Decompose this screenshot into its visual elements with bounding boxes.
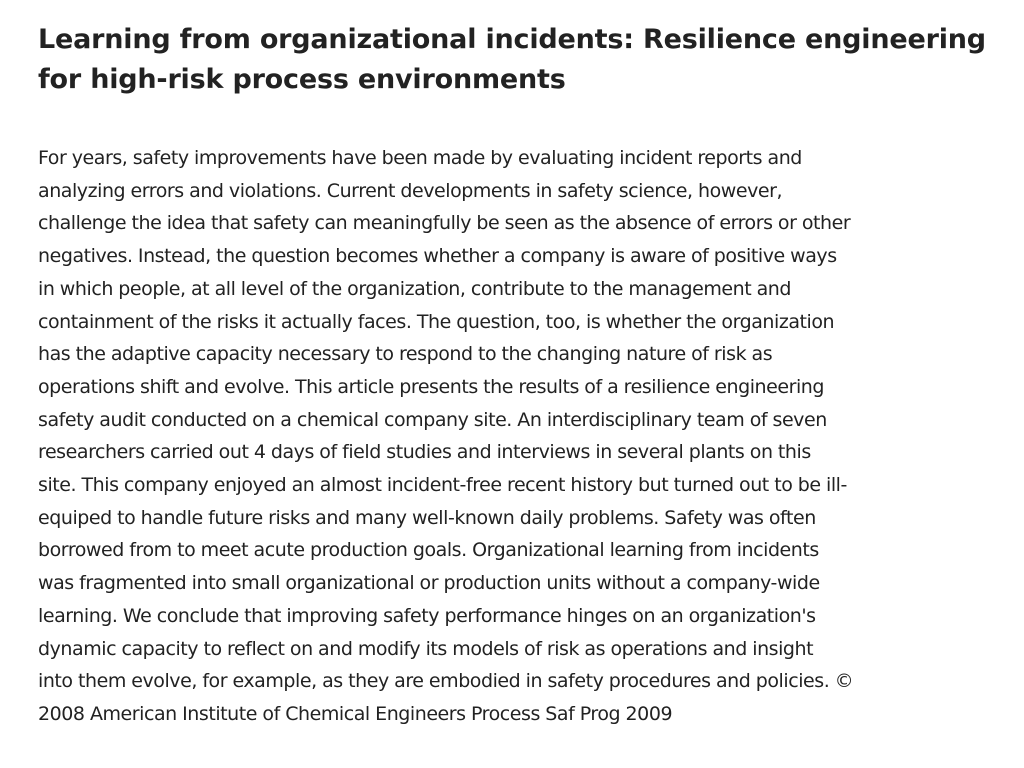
abstract-line: For years, safety improvements have been made by evaluating incident reports and (38, 147, 802, 169)
abstract-line: was fragmented into small organizational or production units without a company-wide (38, 572, 820, 595)
abstract-line: containment of the risks it actually faces. The question, too, is whether the organization (38, 310, 835, 333)
article (38, 20, 988, 731)
article-title-line: Learning from organizational incidents: Resilience engineering (38, 24, 986, 55)
abstract-line: negatives. Instead, the question becomes whether a company is aware of positive ways (38, 245, 837, 268)
abstract-line: into them evolve, for example, as they are embodied in safety procedures and policies. © (38, 670, 854, 693)
article-abstract (38, 142, 988, 731)
abstract-line: learning. We conclude that improving safety performance hinges on an organization's (38, 604, 816, 627)
abstract-line: dynamic capacity to reflect on and modify its models of risk as operations and insight (38, 637, 814, 660)
abstract-line: borrowed from to meet acute production goals. Organizational learning from incidents (38, 539, 819, 562)
abstract-line: has the adaptive capacity necessary to respond to the changing nature of risk as (38, 343, 773, 366)
article-title (38, 20, 988, 100)
abstract-line: challenge the idea that safety can meaningfully be seen as the absence of errors or other (38, 212, 851, 235)
abstract-line: site. This company enjoyed an almost incident-free recent history but turned out to be ill- (38, 474, 847, 497)
abstract-line: safety audit conducted on a chemical company site. An interdisciplinary team of seven (38, 408, 827, 431)
abstract-line: researchers carried out 4 days of field studies and interviews in several plants on this (38, 441, 811, 464)
abstract-line: 2008 American Institute of Chemical Engineers Process Saf Prog 2009 (38, 702, 673, 725)
abstract-line: in which people, at all level of the organization, contribute to the management and (38, 277, 791, 300)
article-title-line: for high-risk process environments (38, 64, 566, 95)
abstract-line: operations shift and evolve. This article presents the results of a resilience engineering (38, 375, 824, 398)
abstract-line: equiped to handle future risks and many well-known daily problems. Safety was often (38, 506, 816, 529)
abstract-line: analyzing errors and violations. Current developments in safety science, however, (38, 179, 783, 202)
